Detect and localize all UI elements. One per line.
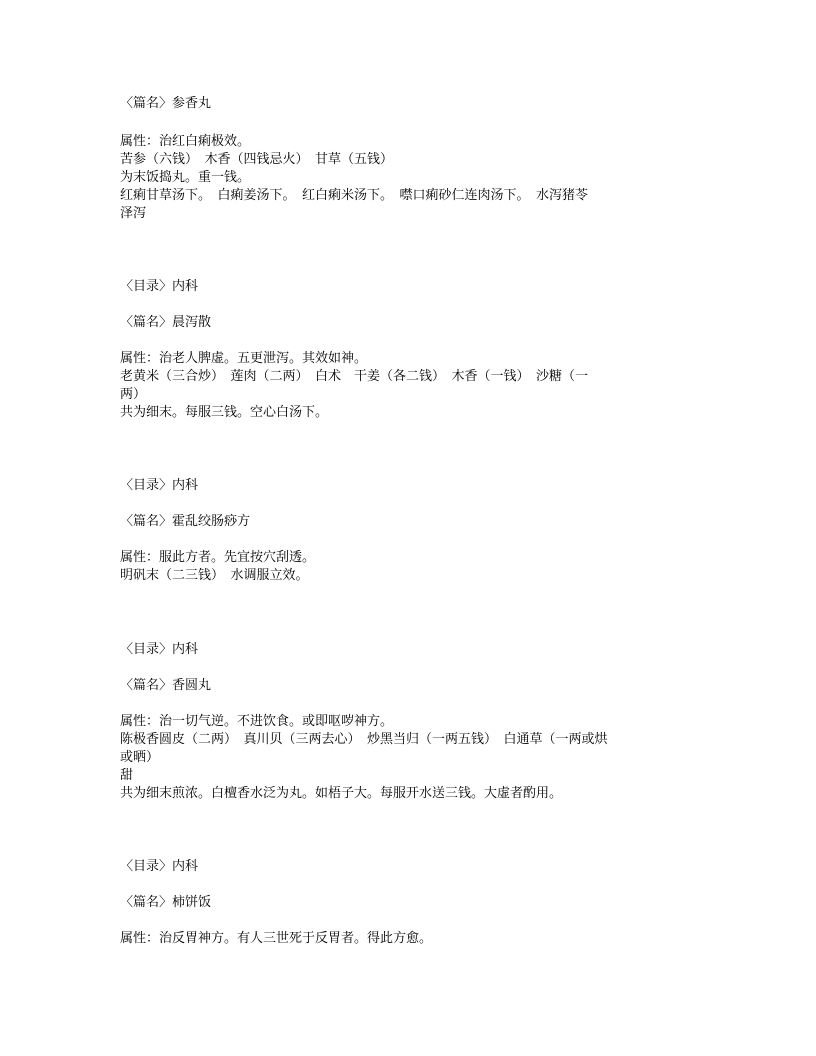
section-title: 〈篇名〉晨泻散 [120, 315, 212, 330]
text-line: 老黄米（三合炒） 莲肉（二两） 白术 干姜（各二钱） 木香（一钱） 沙糖（一 [120, 369, 589, 384]
text-line: 属性：服此方者。先宜按穴刮透。 [120, 550, 316, 565]
text-line: 明矾末（二三钱） 水调服立效。 [120, 568, 309, 583]
text-line: 属性：治老人脾虚。五更泄泻。其效如神。 [120, 351, 368, 366]
section-title: 〈篇名〉香圆丸 [120, 678, 212, 693]
text-line: 苦参（六钱） 木香（四钱忌火） 甘草（五钱） [120, 152, 394, 167]
text-line: 属性：治一切气逆。不进饮食。或即呕哕神方。 [120, 714, 394, 729]
text-line: 为末饭捣丸。重一钱。 [120, 170, 251, 185]
text-line: 甜 [120, 768, 134, 783]
text-line: 或晒） [120, 750, 160, 765]
text-line: 两） [120, 387, 147, 402]
text-line: 泽泻 [120, 206, 147, 221]
text-line: 属性：治反胃神方。有人三世死于反胃者。得此方愈。 [120, 931, 433, 946]
text-line: 陈极香圆皮（二两） 真川贝（三两去心） 炒黑当归（一两五钱） 白通草（一两或烘 [120, 732, 608, 747]
chapter-heading: 〈目录〉内科 [120, 859, 199, 874]
text-line: 属性：治红白痢极效。 [120, 134, 251, 149]
section-title: 〈篇名〉参香丸 [120, 96, 212, 111]
text-line: 共为细末。每服三钱。空心白汤下。 [120, 405, 329, 420]
chapter-heading: 〈目录〉内科 [120, 642, 199, 657]
section-title: 〈篇名〉柿饼饭 [120, 895, 212, 910]
text-line: 共为细末煎浓。白檀香水泛为丸。如梧子大。每服开水送三钱。大虚者酌用。 [120, 786, 563, 801]
text-line: 红痢甘草汤下。 白痢姜汤下。 红白痢米汤下。 噤口痢砂仁连肉汤下。 水泻猪苓 [120, 188, 589, 203]
chapter-heading: 〈目录〉内科 [120, 279, 199, 294]
chapter-heading: 〈目录〉内科 [120, 478, 199, 493]
section-title: 〈篇名〉霍乱绞肠痧方 [120, 514, 251, 529]
